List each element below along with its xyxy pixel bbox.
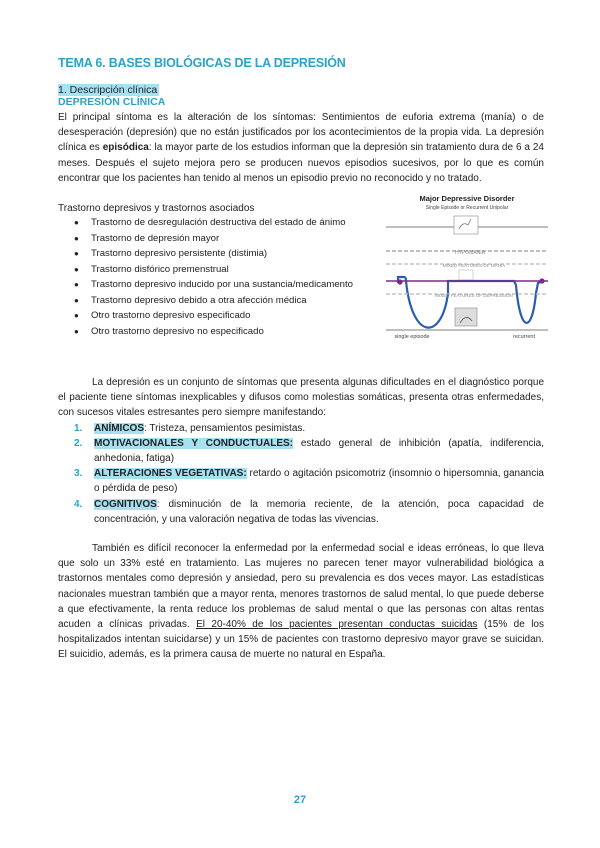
document-page	[58, 56, 544, 663]
disorders-heading: Trastorno depresivos y trastornos asociados	[58, 203, 255, 215]
paragraph-symptoms-intro: La depresión es un conjunto de síntomas que presenta algunas dificultades en el diagnóstico porque el paciente tiene síntomas inexplicables y difusos como molestias somáticas, presenta otras enfermedades, con sucesos vitales estresantes pero siempre manifestando:	[58, 377, 544, 419]
mdd-figure	[386, 193, 548, 353]
disorders-block	[58, 194, 544, 363]
list-item: ● Trastorno depresivo debido a otra afección médica	[58, 293, 544, 309]
recurrent-label: recurrent	[512, 334, 536, 341]
figure-subtitle: Single Episode or Recurrent Unipolar	[425, 205, 509, 212]
list-item: ● Otro trastorno depresivo especificado	[58, 308, 544, 324]
chapter-title: TEMA 6. BASES BIOLÓGICAS DE LA DEPRESIÓN	[58, 56, 346, 70]
euphoric-icon	[454, 216, 478, 234]
list-item: 4. COGNITIVOS: disminución de la memoria reciente, de la atención, poca capacidad de concentración, y una valoración negativa de todas las vivencias.	[74, 498, 544, 525]
paragraph-intro: El principal síntoma es la alteración de los síntomas: Sentimientos de euforia extrema (manía) o de desesperación (depresión) que no están justificados por los acontecimientos de la propia vida. La depresión clínica es episódica: la mayor parte de los estudios informan que la depresión sin tratamiento dura de 6 a 24 meses. Después el sujeto mejora pero se producen nuevos episodios sucesivos, por lo que es común encontrar que los pacientes han tenido al menos un episodio previo no reconocido y no tratado.	[58, 112, 544, 184]
symptoms-list	[58, 421, 544, 527]
list-item: 3. ALTERACIONES VEGETATIVAS: retardo o agitación psicomotriz (insomnio o hipersomnia, ganancia o pérdida de peso)	[74, 468, 544, 495]
depressed-icon	[455, 308, 477, 326]
neutral-icon	[459, 270, 473, 280]
paragraph-statistics: También es difícil reconocer la enfermedad por la enfermedad social e ideas erróneas, lo que lleva que solo un 33% esté en tratamiento. Las mujeres no parecen tener mayor vulnerabilidad biológica a trastornos mentales como depresión y ansiedad, pero su prevalencia es dos veces mayor. Las estadísticas nacionales muestran también que a mayor renta, menores trastornos de salud mental, lo que puede deberse a que efectivamente, la renta reduce los problemas de salud mental o que las personas con altas rentas acuden a clínicas privadas. El 20-40% de los pacientes presentan conductas suicidas (15% de los hospitalizados intentan suicidarse) y un 15% de pacientes con trastorno depresivo mayor grave se suicidan. El suicidio, además, es la primera causa de muerte no natural en España.	[58, 543, 544, 661]
list-item: ● Trastorno disfórico premenstrual	[58, 262, 544, 278]
page-number: 27	[293, 794, 307, 806]
single-episode-label: single episode	[394, 334, 430, 341]
subheading: DEPRESIÓN CLÍNICA	[58, 96, 166, 108]
mixed-depression-label: MIXED FEATURES OF DEPRESSION	[435, 293, 513, 299]
figure-title: Major Depressive Disorder	[419, 194, 515, 204]
list-item: ● Otro trastorno depresivo no especificado	[58, 324, 544, 340]
hypomania-label: HYPOMANIA	[454, 250, 486, 257]
list-item: ● Trastorno depresivo persistente (distimia)	[58, 246, 544, 262]
list-item: ● Trastorno de depresión mayor	[58, 231, 544, 247]
start-marker	[397, 279, 402, 284]
section-heading: 1. Descripción clínica	[58, 84, 158, 96]
list-item: ● Trastorno depresivo inducido por una sustancia/medicamento	[58, 277, 544, 293]
list-item: ● Trastorno de desregulación destructiva del estado de ánimo	[58, 215, 544, 231]
mixed-mania-label: MIXED FEATURES OF MANIA	[442, 263, 506, 269]
list-item: 2. MOTIVACIONALES Y CONDUCTUALES: estado general de inhibición (apatía, indiferencia, anhedonia, fatiga)	[74, 437, 544, 465]
end-marker	[539, 278, 544, 283]
list-item: 1. ANÍMICOS: Tristeza, pensamientos pesimistas.	[74, 422, 306, 434]
